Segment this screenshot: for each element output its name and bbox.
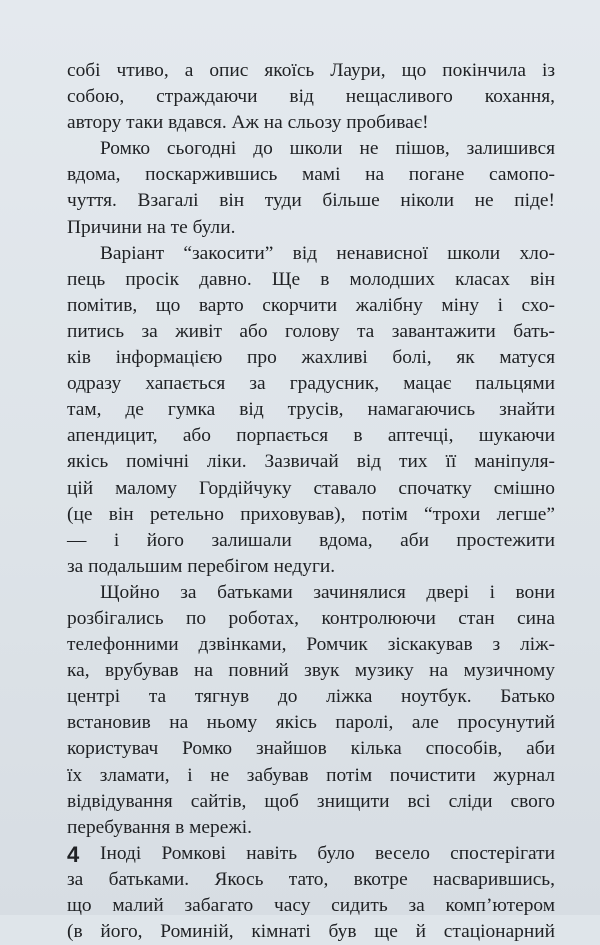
text-line: за батьками. Якось тато, вкотре насварившись, [67, 868, 555, 890]
text-line: цій малому Гордійчуку ставало спочатку смішно [67, 477, 555, 499]
page-body [67, 58, 555, 945]
text-line: ка, врубував на повний звук музику на музичному [67, 660, 555, 682]
text-line: вдома, поскаржившись мамі на погане самопо- [67, 164, 555, 186]
text-line: Щойно за батьками зачинялися двері і вони [100, 581, 555, 603]
text-line: за подальшим перебігом недуги. [67, 555, 336, 577]
text-line: розбігались по роботах, контролюючи стан сина [67, 607, 555, 629]
text-line: апендицит, або порпається в аптечці, шукаючи [67, 425, 555, 447]
text-line: Іноді Ромкові навіть було весело спостерігати [100, 842, 555, 864]
paragraph-4 [67, 580, 555, 841]
text-line: (в його, Роминій, кімнаті був ще й стаціонарний [67, 921, 555, 943]
text-line: телефонними дзвінками, Ромчик зіскакував з ліж- [67, 634, 555, 656]
text-line: Причини на те були. [67, 216, 236, 238]
text-line: пець просік давно. Ще в молодших класах він [67, 268, 555, 290]
text-line: собою, страждаючи від нещасливого кохання, [67, 86, 555, 108]
text-line: питись за живіт або голову та завантажити бать- [67, 320, 555, 342]
text-line: Варіант “закосити” від ненависної школи хло- [100, 242, 555, 264]
text-line: відвідування сайтів, щоб знищити всі сліди свого [67, 790, 555, 812]
text-line: помітив, що варто скорчити жалібну міну і схо- [67, 294, 555, 316]
text-line: собі чтиво, а опис якоїсь Лаури, що покінчила із [67, 60, 555, 81]
text-line: перебування в мережі. [67, 816, 252, 838]
text-line: ків інформацією про жахливі болі, як матуся [67, 347, 555, 369]
text-line: користувач Ромко знайшов кілька способів, аби [67, 738, 555, 760]
text-line: (це він ретельно приховував), потім “трохи легше” [67, 503, 555, 525]
paragraph-1 [67, 58, 555, 136]
text-line: там, де гумка від трусів, намагаючись знайти [67, 399, 555, 421]
text-line: автору таки вдався. Аж на сльозу пробиває! [67, 112, 429, 134]
text-line: встановив на ньому якісь паролі, але просунутий [67, 712, 555, 734]
text-line: Ромко сьогодні до школи не пішов, залишився [100, 138, 555, 160]
text-line: чуття. Взагалі він туди більше ніколи не піде! [67, 190, 555, 212]
text-line: — і його залишали вдома, аби простежити [67, 529, 555, 551]
text-line: їх зламати, і не забував потім почистити журнал [67, 764, 555, 786]
text-line: центрі та тягнув до ліжка ноутбук. Батько [67, 686, 555, 708]
text-line: одразу хапається за градусник, мацає пальцями [67, 373, 555, 395]
paragraph-2 [67, 136, 555, 240]
text-line: якісь помічні ліки. Зазвичай від тих її маніпуля- [67, 451, 555, 473]
paragraph-5 [67, 841, 555, 945]
text-line: що малий забагато часу сидить за комп’ютером [67, 895, 555, 916]
page-number: 4 [67, 842, 80, 867]
paragraph-3 [67, 241, 555, 580]
